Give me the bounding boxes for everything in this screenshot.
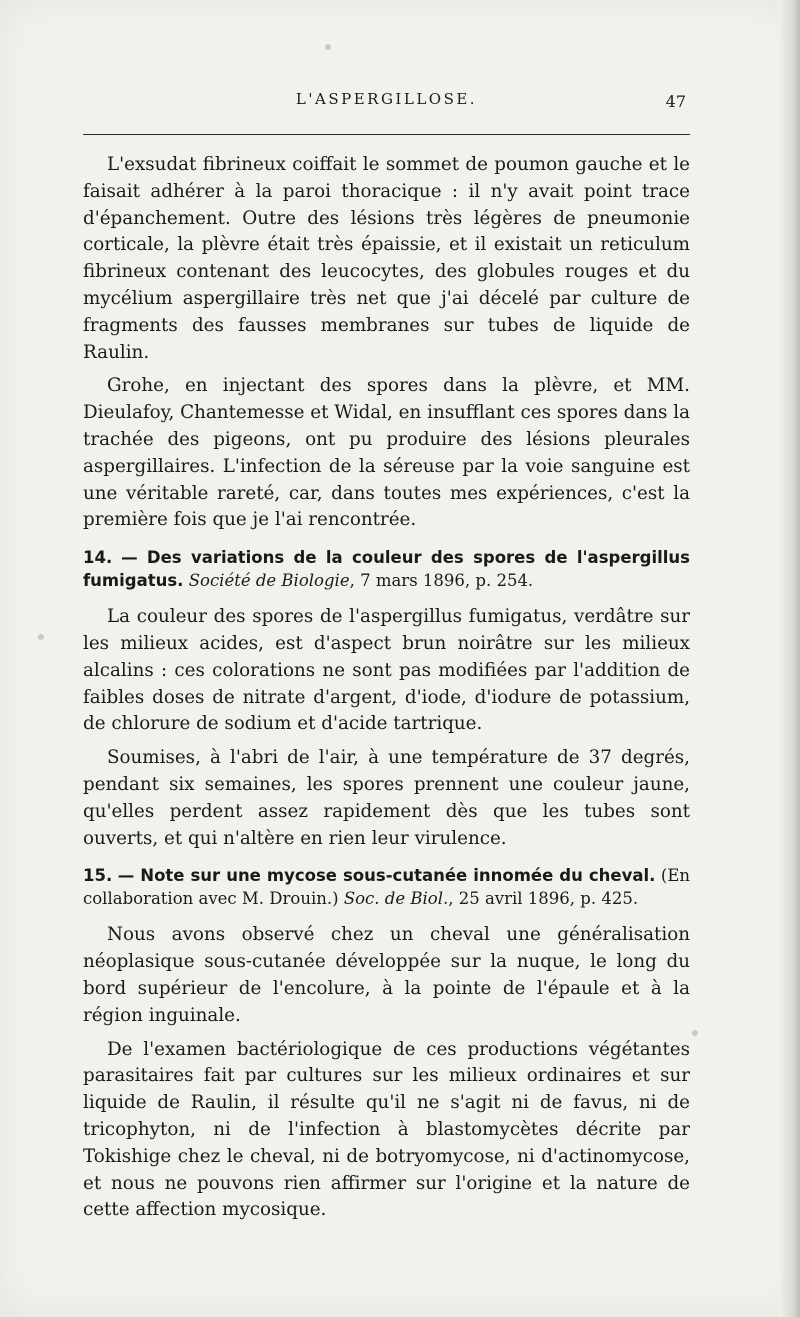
entry-14-title: — Des variations de la couleur des spores de l'aspergillus fumigatus.: [83, 548, 690, 591]
entry-14-source: Société de Biologie: [188, 571, 350, 591]
entry-14: [83, 546, 690, 592]
entry-15-title: — Note sur une mycose sous-cutanée innomée du cheval.: [117, 866, 656, 886]
page-body: [83, 152, 690, 1231]
entry-15-date: , 25 avril 1896, p. 425.: [448, 889, 639, 909]
paragraph-couleur: La couleur des spores de l'aspergillus fumigatus, verdâtre sur les milieux acides, est d'aspect brun noirâtre sur les milieux alcalins : ces colorations ne sont pas modifiées par l'addition de faibles doses de nitrate d'argent, d'iode, d'iodure de potassium, de chlorure de sodium et d'acide tartrique.: [83, 606, 690, 735]
page-edge-shadow: [778, 0, 800, 1317]
paper-speck: [692, 1030, 698, 1036]
paragraph-grohe: Grohe, en injectant des spores dans la plèvre, et MM. Dieulafoy, Chantemesse et Widal, en insufflant ces spores dans la trachée des pigeons, ont pu produire des lésions pleurales aspergillaires. L'infection de la séreuse par la voie sanguine est une véritable rareté, car, dans toutes mes expériences, c'est la première fois que je l'ai rencontrée.: [83, 375, 690, 531]
entry-14-number: 14.: [83, 548, 113, 568]
page-header: [83, 90, 690, 120]
entry-15-number: 15.: [83, 866, 113, 886]
paragraph-nous-avons: Nous avons observé chez un cheval une généralisation néoplasique sous-cutanée développée sur la nuque, le long du bord supérieur de l'encolure, à la pointe de l'épaule et à la région inguinale.: [83, 924, 690, 1026]
paragraph-exsudat: L'exsudat fibrineux coiffait le sommet de poumon gauche et le faisait adhérer à la paroi thoracique : il n'y avait point trace d'épanchement. Outre des lésions très légères de pneumonie corticale, la plèvre était très épaissie, et il existait un reticulum fibrineux contenant des leucocytes, des globules rouges et du mycélium aspergillaire très net que j'ai décelé par culture de fragments des fausses membranes sur tubes de liquide de Raulin.: [83, 154, 690, 363]
paper-speck: [325, 44, 331, 50]
page-number: 47: [665, 92, 686, 111]
paragraph-soumises: Soumises, à l'abri de l'air, à une température de 37 degrés, pendant six semaines, les spores prennent une couleur jaune, qu'elles perdent assez rapidement dès que les tubes sont ouverts, et qui n'altère en rien leur virulence.: [83, 747, 690, 849]
entry-14-date: , 7 mars 1896, p. 254.: [349, 571, 534, 591]
entry-15: [83, 864, 690, 910]
running-head: L'ASPERGILLOSE.: [295, 90, 478, 108]
paragraph-examen: De l'examen bactériologique de ces productions végétantes parasitaires fait par cultures sur les milieux ordinaires et sur liquide de Raulin, il résulte qu'il ne s'agit ni de favus, ni de tricophyton, ni de l'infection à blastomycètes décrite par Tokishige chez le cheval, ni de botryomycose, ni d'actinomycose, et nous ne pouvons rien affirmer sur l'origine et la nature de cette affection mycosique.: [83, 1038, 690, 1221]
entry-15-source: Soc. de Biol.: [343, 889, 449, 909]
entry-15-collab: (En collaboration avec M. Drouin.): [83, 866, 691, 909]
header-rule: [83, 134, 690, 135]
paper-speck: [38, 634, 44, 640]
